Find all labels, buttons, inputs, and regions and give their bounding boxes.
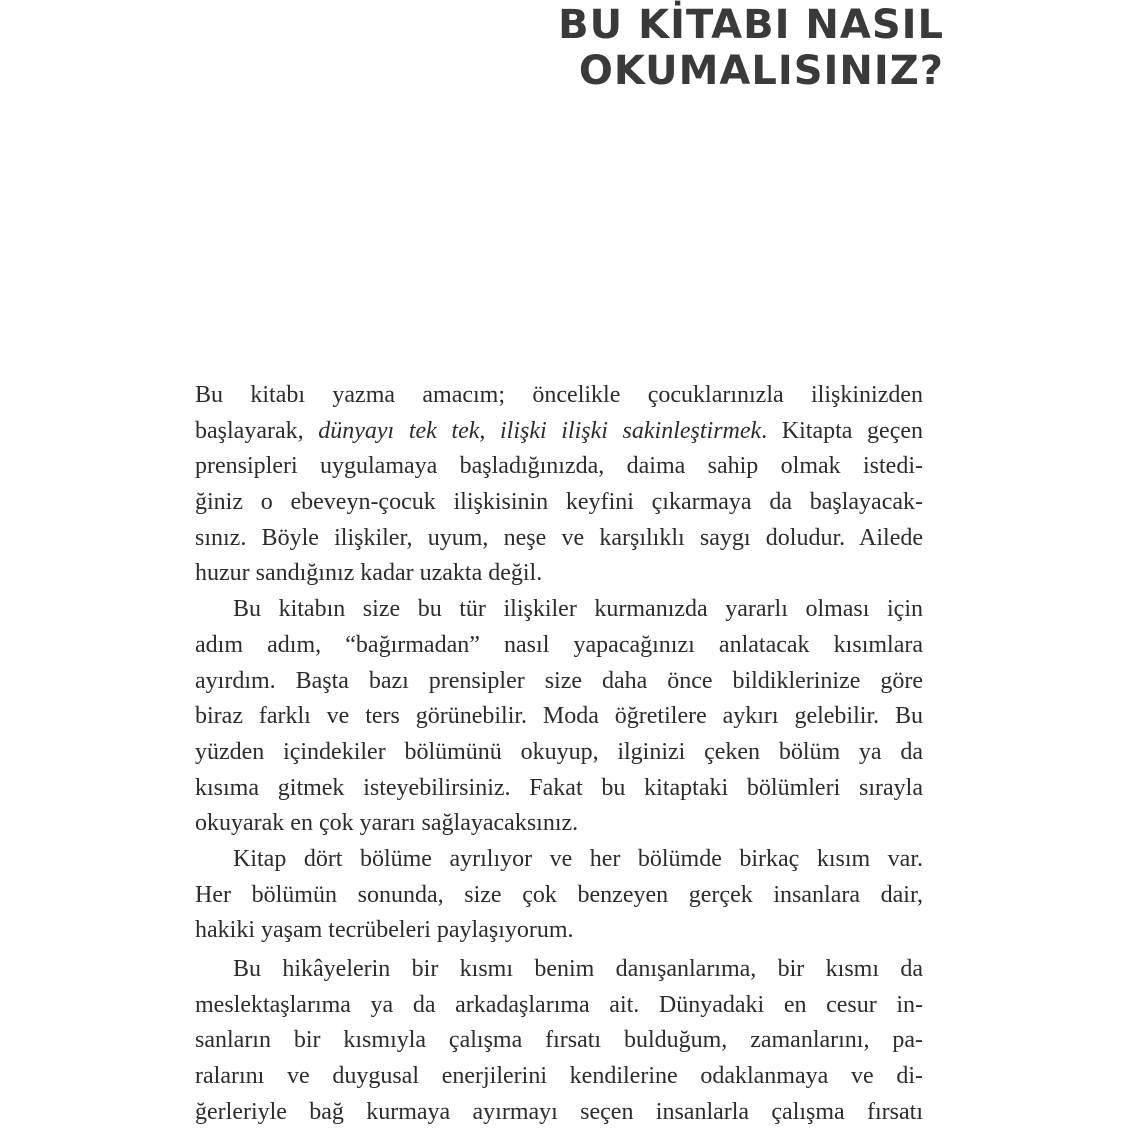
text-line: biraz farklı ve ters görünebilir. Moda öğretilere aykırı gelebilir. Bu [195,703,923,730]
text-line: hakiki yaşam tecrübeleri paylaşıyorum. [195,917,574,944]
text-line [195,414,923,450]
paragraph-1 [195,378,923,592]
text-line: huzur sandığınız kadar uzakta değil. [195,560,543,587]
paragraph-4 [195,952,923,1130]
chapter-title-line-1: BU KİTABI NASIL [558,2,944,48]
italic-phrase: dünyayı tek tek, ilişki ilişki sakinleştirmek [318,417,762,444]
text-line: ralarını ve duygusal enerjilerini kendilerine odaklanmaya ve di- [195,1063,923,1090]
text-fragment: başlayarak, [195,417,319,444]
text-line: kısıma gitmek isteyebilirsiniz. Fakat bu kitaptaki bölümleri sırayla [195,774,923,801]
text-line: Kitap dört bölüme ayrılıyor ve her bölümde birkaç kısım var. [233,845,923,872]
text-line: yüzden içindekiler bölümünü okuyup, ilginizi çeken bölüm ya da [195,738,923,765]
text-line: adım adım, “bağırmadan” nasıl yapacağınızı anlatacak kısımlara [195,631,923,658]
text-line: meslektaşlarıma ya da arkadaşlarıma ait. Dünyadaki en cesur in- [195,991,923,1018]
text-line: ayırdım. Başta bazı prensipler size daha önce bildiklerinize göre [195,667,923,694]
text-line: ğiniz o ebeveyn-çocuk ilişkisinin keyfini çıkarmaya da başlayacak- [195,489,923,516]
paragraph-2 [195,592,923,842]
text-line: sanların bir kısmıyla çalışma fırsatı bulduğum, zamanlarını, pa- [195,1027,923,1054]
text-line: Bu kitabın size bu tür ilişkiler kurmanızda yararlı olması için [233,596,923,623]
text-line: Bu hikâyelerin bir kısmı benim danışanlarıma, bir kısmı da [233,956,923,982]
text-fragment: . Kitapta geçen [761,417,923,444]
text-line: Bu kitabı yazma amacım; öncelikle çocuklarınızla ilişkinizden [195,382,923,408]
chapter-title-line-2: OKUMALISINIZ? [578,48,944,94]
body-text [195,378,923,1130]
chapter-title [558,2,944,94]
text-line: okuyarak en çok yararı sağlayacaksınız. [195,810,579,837]
text-line: Her bölümün sonunda, size çok benzeyen gerçek insanlara dair, [195,881,923,908]
paragraph-3 [195,842,923,949]
text-line: ğerleriyle bağ kurmaya ayırmayı seçen insanlarla çalışma fırsatı [195,1098,923,1125]
text-line: sınız. Böyle ilişkiler, uyum, neşe ve karşılıklı saygı doludur. Ailede [195,524,923,551]
text-line: prensipleri uygulamaya başladığınızda, daima sahip olmak istedi- [195,453,923,480]
